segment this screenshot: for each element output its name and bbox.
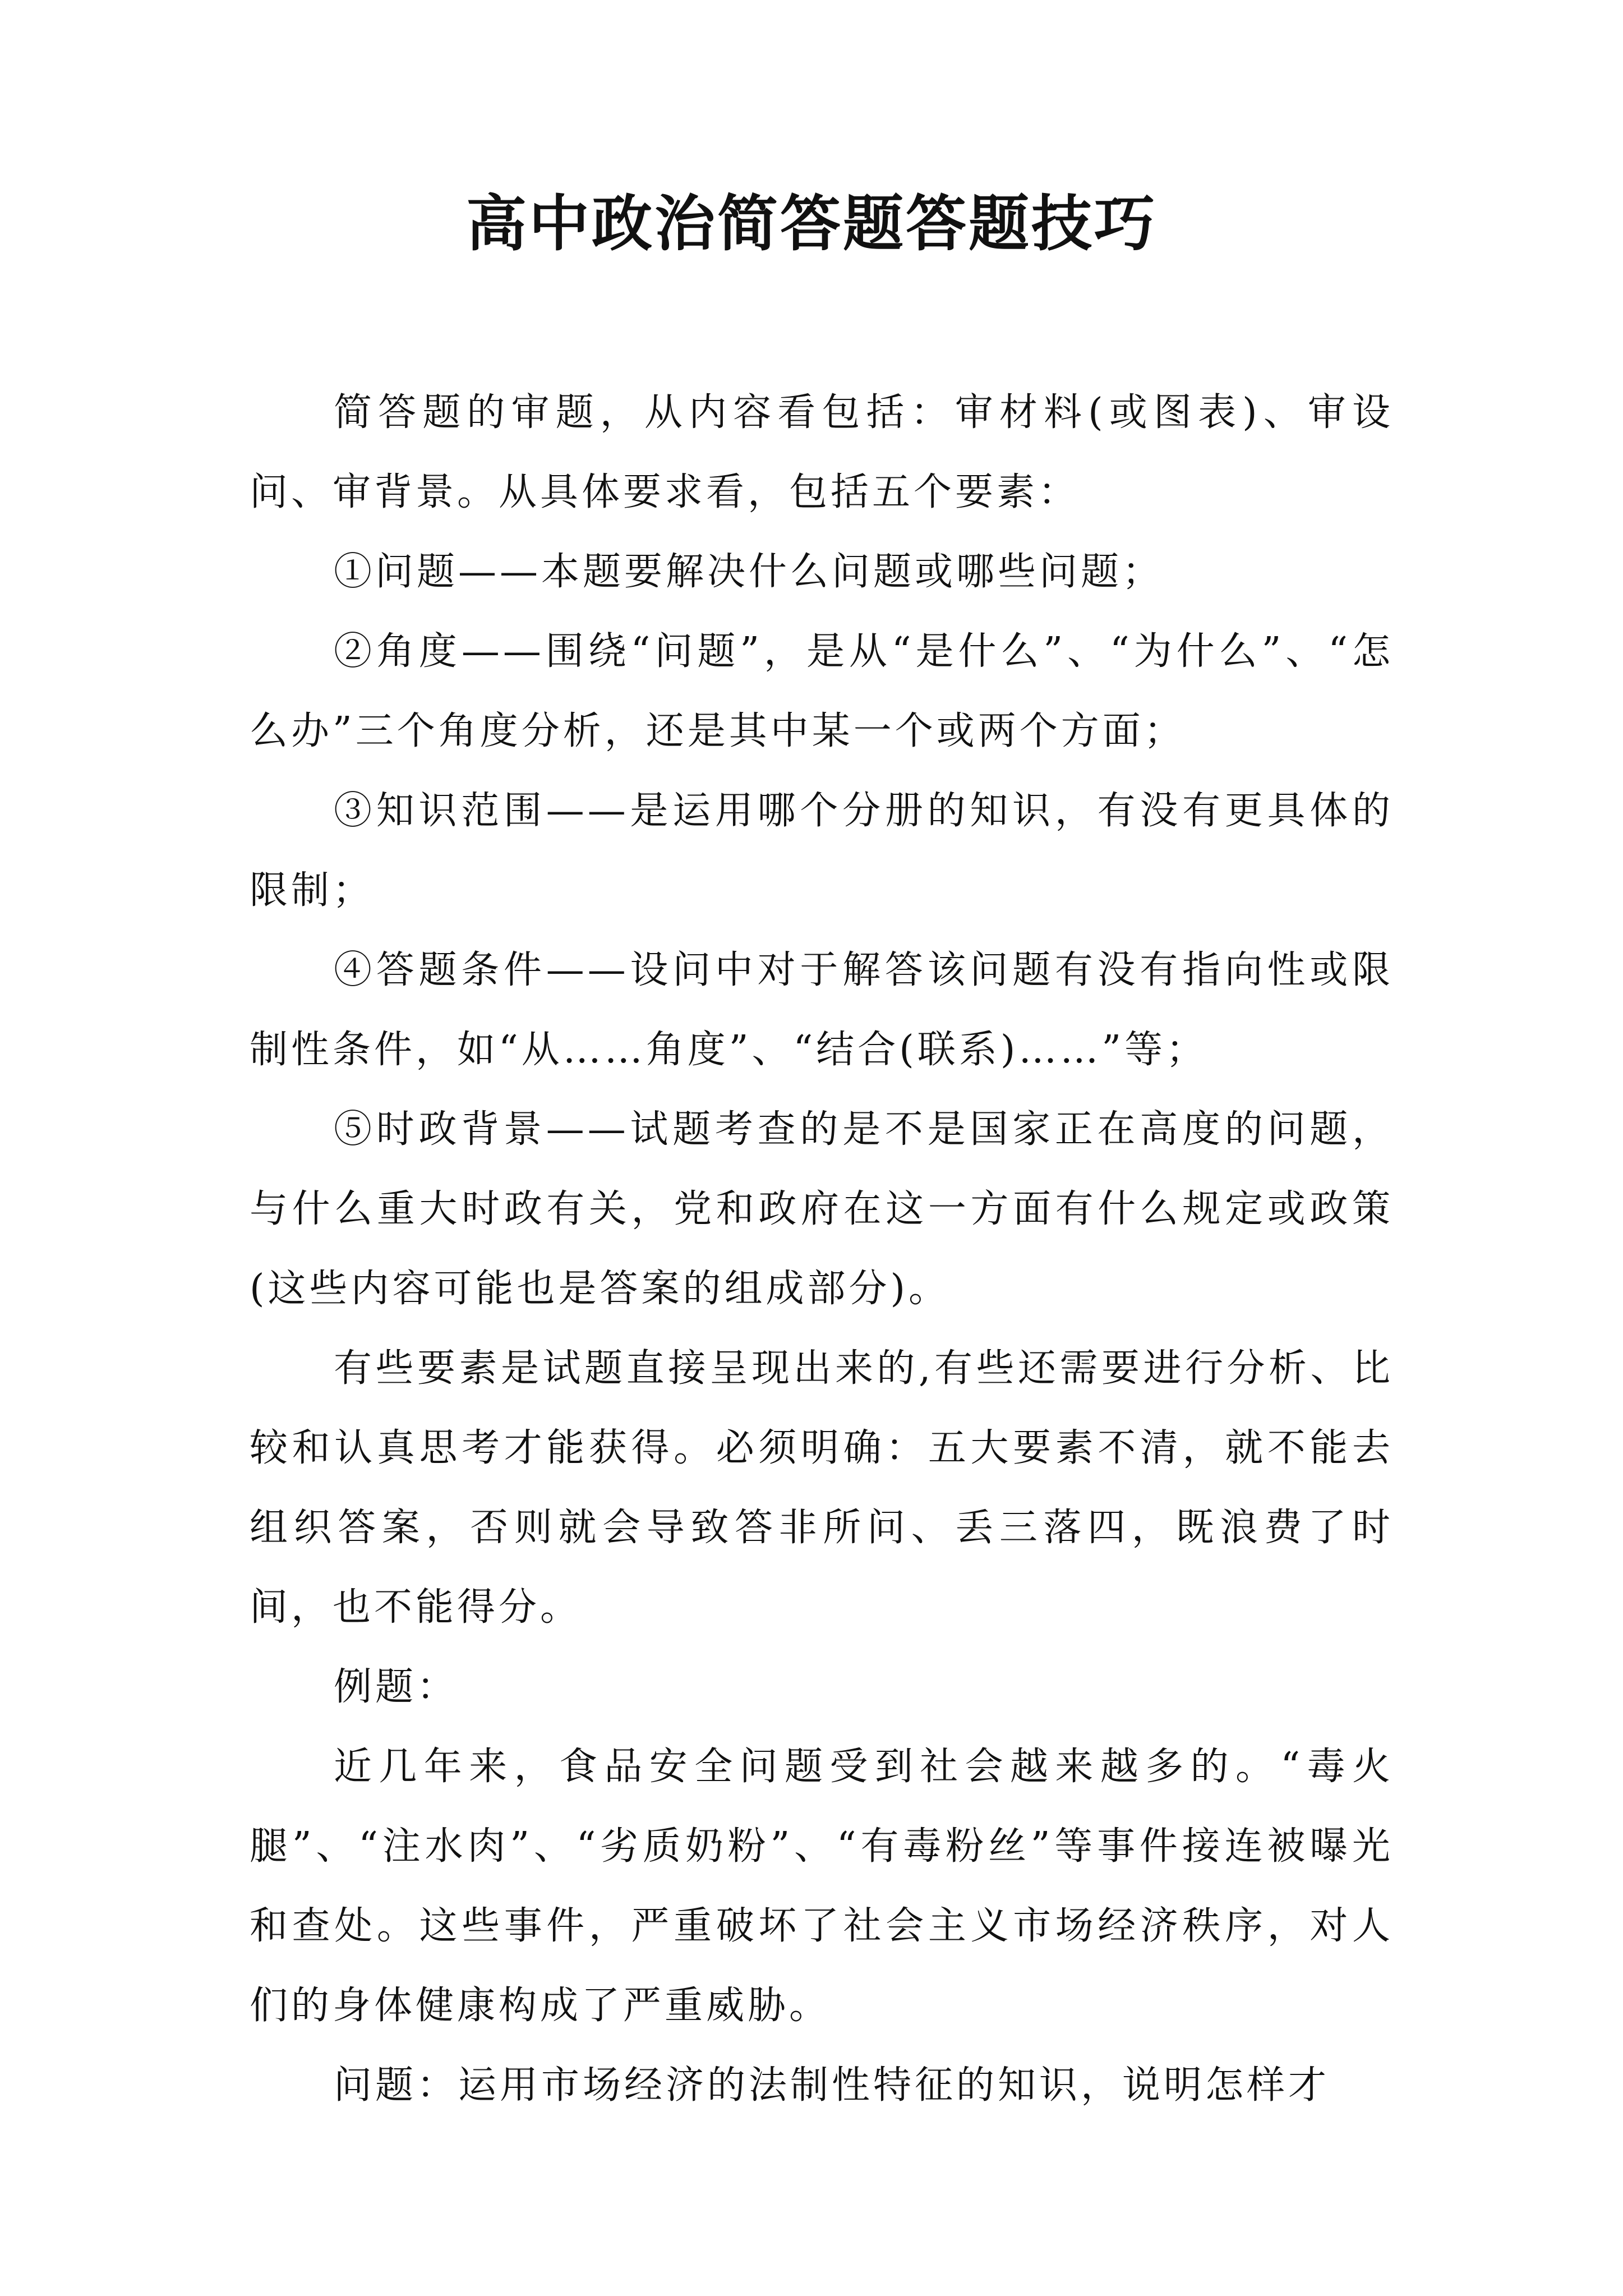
document-body bbox=[250, 373, 1394, 2125]
paragraph-element-2-angle: ②角度——围绕“问题”，是从“是什么”、“为什么”、“怎么办”三个角度分析，还是其中某一个或两个方面； bbox=[250, 629, 1394, 753]
paragraph-example-heading: 例题： bbox=[334, 1665, 459, 1709]
paragraph-element-4-conditions: ④答题条件——设问中对于解答该问题有没有指向性或限制性条件，如“从……角度”、“结合(联系)……”等； bbox=[250, 948, 1394, 1072]
paragraph-intro: 简答题的审题，从内容看包括：审材料(或图表)、审设问、审背景。从具体要求看，包括五个要素： bbox=[250, 390, 1394, 514]
paragraph-element-1-question: ①问题——本题要解决什么问题或哪些问题； bbox=[334, 550, 1164, 594]
paragraph-element-3-knowledge-scope: ③知识范围——是运用哪个分册的知识，有没有更具体的限制； bbox=[250, 789, 1394, 913]
document-title: 高中政治简答题答题技巧 bbox=[465, 188, 1157, 259]
paragraph-element-5-background: ⑤时政背景——试题考查的是不是国家正在高度的问题，与什么重大时政有关，党和政府在这一方面有什么规定或政策(这些内容可能也是答案的组成部分)。 bbox=[250, 1107, 1394, 1311]
paragraph-example-question: 问题：运用市场经济的法制性特征的知识，说明怎样才 bbox=[334, 2063, 1330, 2108]
paragraph-example-material: 近几年来，食品安全问题受到社会越来越多的。“毒火腿”、“注水肉”、“劣质奶粉”、“有毒粉丝”等事件接连被曝光和查处。这些事件，严重破坏了社会主义市场经济秩序，对人们的身体健康构成了严重威胁。 bbox=[250, 1745, 1394, 2028]
paragraph-summary: 有些要素是试题直接呈现出来的,有些还需要进行分析、比较和认真思考才能获得。必须明确：五大要素不清，就不能去组织答案，否则就会导致答非所问、丢三落四，既浪费了时间，也不能得分。 bbox=[250, 1346, 1394, 1630]
